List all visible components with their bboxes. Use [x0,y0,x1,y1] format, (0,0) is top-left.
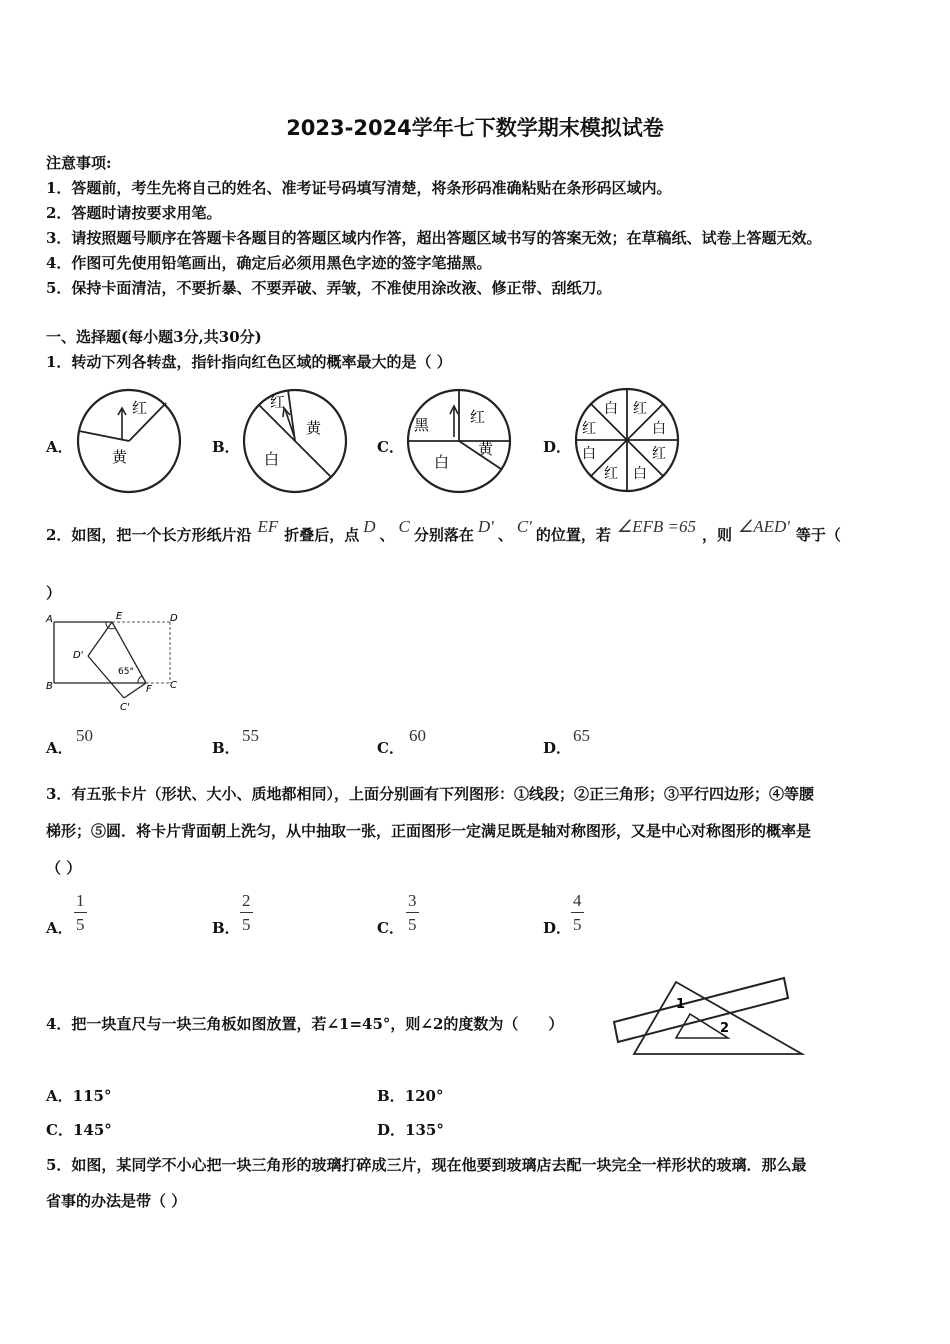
q4-option-b-value: 120° [404,1087,444,1105]
q4-option-b-label: B． [377,1087,405,1105]
sector-label: 白 [652,421,666,437]
q2-option-d-label: D． [543,739,572,757]
point-label: D' [73,650,84,661]
q2-option-a-value: 50 [76,726,93,745]
point-label: B [46,681,53,692]
spinner-a-figure [74,387,186,497]
note-item: 3．请按照题号顺序在答题卡各题目的答题区域内作答，超出答题区域书写的答案无效；在草稿纸、试卷上答题无效。 [46,229,822,247]
q2-math-angle-aed: ∠AED' [737,517,790,536]
sector-label: 红 [652,446,666,462]
spinner-c-figure [404,387,516,497]
sector-label: 白 [582,446,596,462]
note-item: 1．答题前，考生先将自己的姓名、准考证号码填写清楚，将条形码准确粘贴在条形码区域内。 [46,179,672,197]
q4-ruler-triangle-figure [606,976,808,1058]
q2-stem-text: 等于（ [795,526,841,544]
q4-option-a-label: A． [46,1087,73,1105]
q3-option-b-fraction [240,892,253,934]
note-item: 4．作图可先使用铅笔画出，确定后必须用黑色字迹的签字笔描黑。 [46,254,492,272]
q3-option-c-label: C． [377,919,404,937]
q2-option-c-label: C． [377,739,404,757]
page-title: 2023-2024学年七下数学期末模拟试卷 [286,116,664,140]
q2-stem-close: ） [46,584,62,602]
q3-stem-line1: 3．有五张卡片（形状、大小、质地都相同），上面分别画有下列图形：①线段；②正三角形；③平行四边形；④等腰 [46,785,814,803]
note-item: 5．保持卡面清洁，不要折暴、不要弄破、弄皱，不准使用涂改液、修正带、刮纸刀。 [46,279,612,297]
sector-label: 白 [633,466,647,482]
q1-option-c-label: C． [377,438,404,456]
q2-math-dp: D' [477,517,494,536]
q2-stem-text: 2．如图，把一个长方形纸片沿 [46,526,252,544]
sector-label: 黄 [306,419,322,437]
point-label: D [170,613,178,624]
q2-stem-text: 分别落在 [413,526,474,544]
q2-option-a-label: A． [46,739,73,757]
q4-option-c-label: C． [46,1121,73,1139]
q4-option-d [377,1119,444,1140]
q4-option-b [377,1085,444,1106]
point-label: C' [120,702,130,713]
q4-option-a [46,1085,111,1106]
q2-option-b-value: 55 [242,726,259,745]
sector-label: 白 [434,453,450,471]
q1-option-b-label: B． [212,438,240,456]
q2-math-angle-efb: ∠EFB =65 [616,517,696,536]
q2-stem-text: 、 [497,526,513,544]
sector-label: 红 [604,466,618,482]
q3-stem-line3: （ ） [46,859,82,877]
spinner-b-figure [240,387,352,497]
q2-option-c-value: 60 [409,726,426,745]
angle-label: 65° [118,667,134,677]
q5-stem-line1: 5．如图，某同学不小心把一块三角形的玻璃打碎成三片，现在他要到玻璃店去配一块完全一样形状的玻璃．那么最 [46,1156,807,1174]
q3-option-a-label: A． [46,919,73,937]
q3-option-b-label: B． [212,919,240,937]
q3-option-d-label: D． [543,919,572,937]
fraction-denominator: 5 [76,915,85,934]
sector-label: 白 [604,401,618,417]
q3-option-c-fraction [406,892,419,934]
q1-stem: 1．转动下列各转盘，指针指向红色区域的概率最大的是（ ） [46,353,452,371]
q2-math-ef: EF [257,517,279,536]
angle-label: 2 [720,1021,730,1036]
q1-option-d-label: D． [543,438,572,456]
q2-stem-text: 折叠后，点 [284,526,360,544]
sector-label: 白 [264,450,280,468]
notes-heading: 注意事项: [46,154,112,172]
q3-stem-line2: 梯形；⑤圆．将卡片背面朝上洗匀，从中抽取一张，正面图形一定满足既是轴对称图形，又是中心对称图形的概率是 [46,822,812,840]
q5-stem-line2: 省事的办法是带（ ） [46,1192,187,1210]
q2-math-cp: C' [516,517,532,536]
fraction-denominator: 5 [408,915,417,934]
q4-option-c-value: 145° [72,1121,112,1139]
q2-stem-text: 的位置，若 [535,526,611,544]
point-label: A [46,614,53,625]
sector-label: 红 [470,408,486,426]
q2-option-b-label: B． [212,739,240,757]
fraction-numerator: 1 [74,892,87,913]
spinner-d-figure [572,386,684,496]
point-label: F [146,684,152,695]
sector-label: 红 [132,399,148,417]
q2-folding-figure [42,608,192,714]
angle-label: 1 [676,997,686,1012]
sector-label: 红 [582,421,596,437]
q4-option-a-value: 115° [72,1087,112,1105]
q2-stem [46,517,841,545]
point-label: C [170,680,177,691]
section-heading: 一、选择题(每小题3分,共30分) [46,328,262,346]
q1-option-a-label: A． [46,438,73,456]
q2-math-c: C [398,517,410,536]
sector-label: 黑 [414,416,430,434]
point-label: E [116,611,123,622]
sector-label: 红 [270,393,286,411]
q4-option-d-label: D． [377,1121,406,1139]
q2-option-d-value: 65 [573,726,590,745]
q2-stem-text: ，则 [701,526,732,544]
q2-math-d: D [363,517,376,536]
sector-label: 黄 [112,448,128,466]
q3-option-a-fraction [74,892,87,934]
note-item: 2．答题时请按要求用笔。 [46,204,222,222]
q2-stem-text: 、 [379,526,395,544]
q3-option-d-fraction [571,892,584,934]
q4-stem: 4．把一块直尺与一块三角板如图放置，若∠1=45°，则∠2的度数为（ ） [46,1015,564,1033]
q4-option-c [46,1119,112,1140]
sector-label: 红 [633,401,647,417]
q4-option-d-value: 135° [405,1121,444,1139]
fraction-numerator: 2 [240,892,253,913]
fraction-denominator: 5 [242,915,251,934]
sector-label: 黄 [478,440,494,458]
fraction-numerator: 4 [571,892,584,913]
fraction-numerator: 3 [406,892,419,913]
fraction-denominator: 5 [573,915,582,934]
